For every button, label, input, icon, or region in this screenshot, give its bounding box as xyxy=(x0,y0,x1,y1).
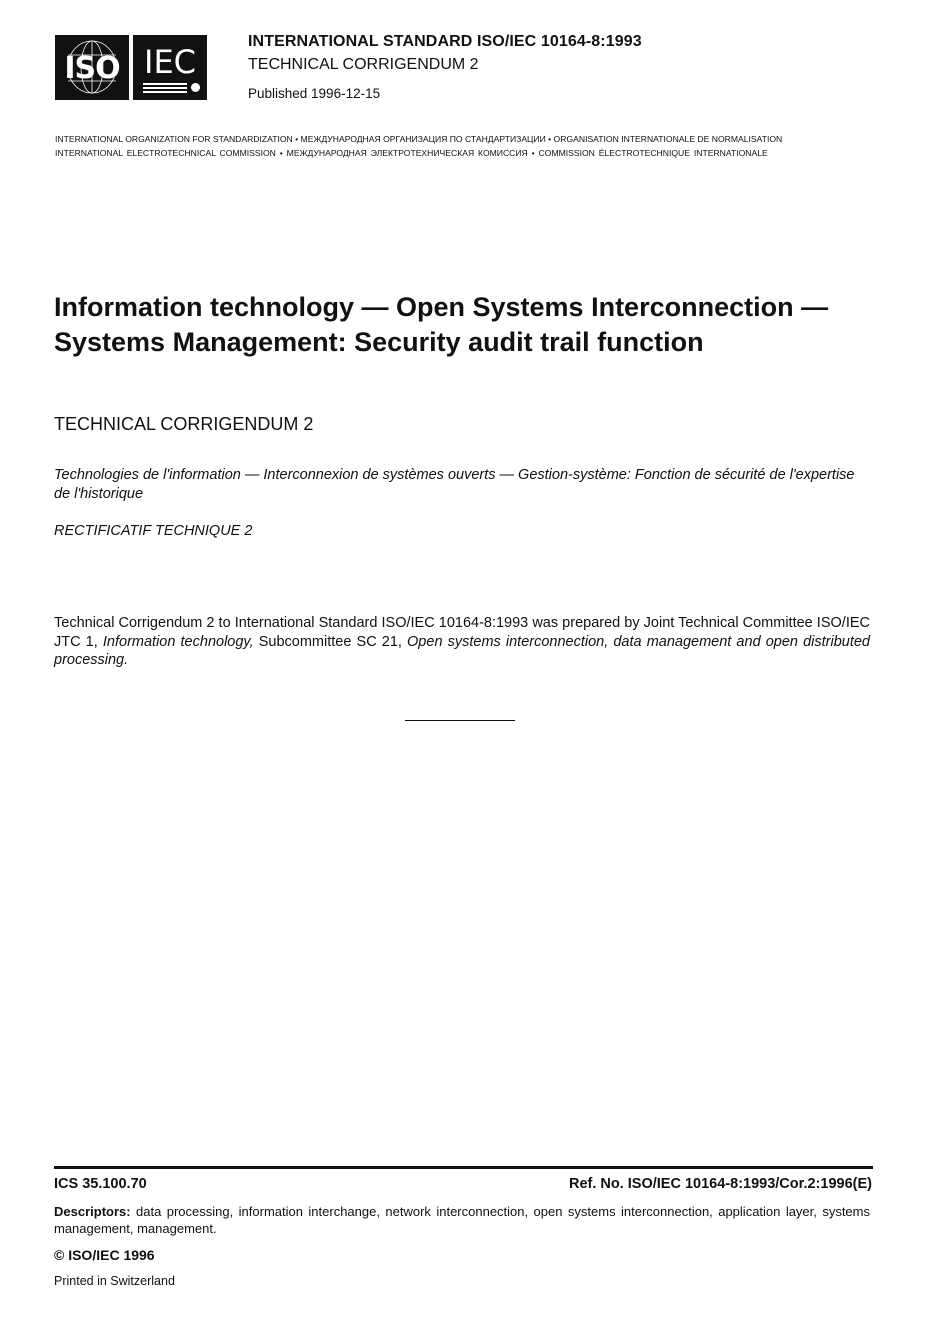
french-subtitle: RECTIFICATIF TECHNIQUE 2 xyxy=(54,523,253,539)
end-rule xyxy=(405,720,515,721)
iec-logo-text: IEC xyxy=(144,43,196,81)
corrigendum-label: TECHNICAL CORRIGENDUM 2 xyxy=(248,56,479,73)
footer-divider xyxy=(54,1166,873,1169)
org-iso-line: INTERNATIONAL ORGANIZATION FOR STANDARDIZATION • МЕЖДУНАРОДНАЯ ОРГАНИЗАЦИЯ ПО СТАНДАРТИЗАЦИИ • ORGANISATION INTERNATIONALE DE NORMALISATION xyxy=(55,134,783,144)
french-title: Technologies de l'information — Interconnexion de systèmes ouverts — Gestion-système: Fonction de sécurité de l'expertise de l'historique xyxy=(54,467,855,502)
document-title: Information technology — Open Systems Interconnection — Systems Management: Security audit trail function xyxy=(54,292,829,357)
descriptors-text: data processing, information interchange, network interconnection, open systems interconnection, application layer, systems management, management. xyxy=(54,1204,870,1236)
subcommittee-name: Open systems interconnection, data management and open distributed processing. xyxy=(54,633,870,668)
paragraph-text: Technical Corrigendum 2 to International Standard ISO/IEC 10164-8:1993 was prepared by Joint Technical Committee ISO/IEC JTC 1, xyxy=(54,615,870,650)
iso-logo xyxy=(55,35,129,100)
org-iec-line: INTERNATIONAL ELECTROTECHNICAL COMMISSION • МЕЖДУНАРОДНАЯ ЭЛЕКТРОТЕХНИЧЕСКАЯ КОМИССИЯ • COMMISSION ÉLECTROTECHNIQUE INTERNATIONALE xyxy=(55,148,768,158)
logo-group xyxy=(55,35,207,100)
iec-logo-lines xyxy=(143,83,187,95)
standard-title: INTERNATIONAL STANDARD ISO/IEC 10164-8:1993 xyxy=(248,33,642,50)
committee-name: Information technology, xyxy=(102,633,254,650)
iec-logo-dot xyxy=(191,83,200,92)
published-date: Published 1996-12-15 xyxy=(248,86,381,101)
iec-logo xyxy=(133,35,207,100)
descriptors xyxy=(54,1203,870,1237)
reference-number: Ref. No. ISO/IEC 10164-8:1993/Cor.2:1996(E) xyxy=(568,1176,872,1192)
paragraph-text: Subcommittee SC 21, xyxy=(253,633,408,650)
iso-logo-text: ISO xyxy=(64,51,120,86)
preparation-paragraph xyxy=(54,614,870,670)
descriptors-label: Descriptors: xyxy=(54,1204,131,1219)
printed-location: Printed in Switzerland xyxy=(54,1274,175,1288)
ics-code: ICS 35.100.70 xyxy=(54,1176,147,1192)
document-subtitle: TECHNICAL CORRIGENDUM 2 xyxy=(54,414,314,434)
copyright: © ISO/IEC 1996 xyxy=(54,1247,155,1263)
